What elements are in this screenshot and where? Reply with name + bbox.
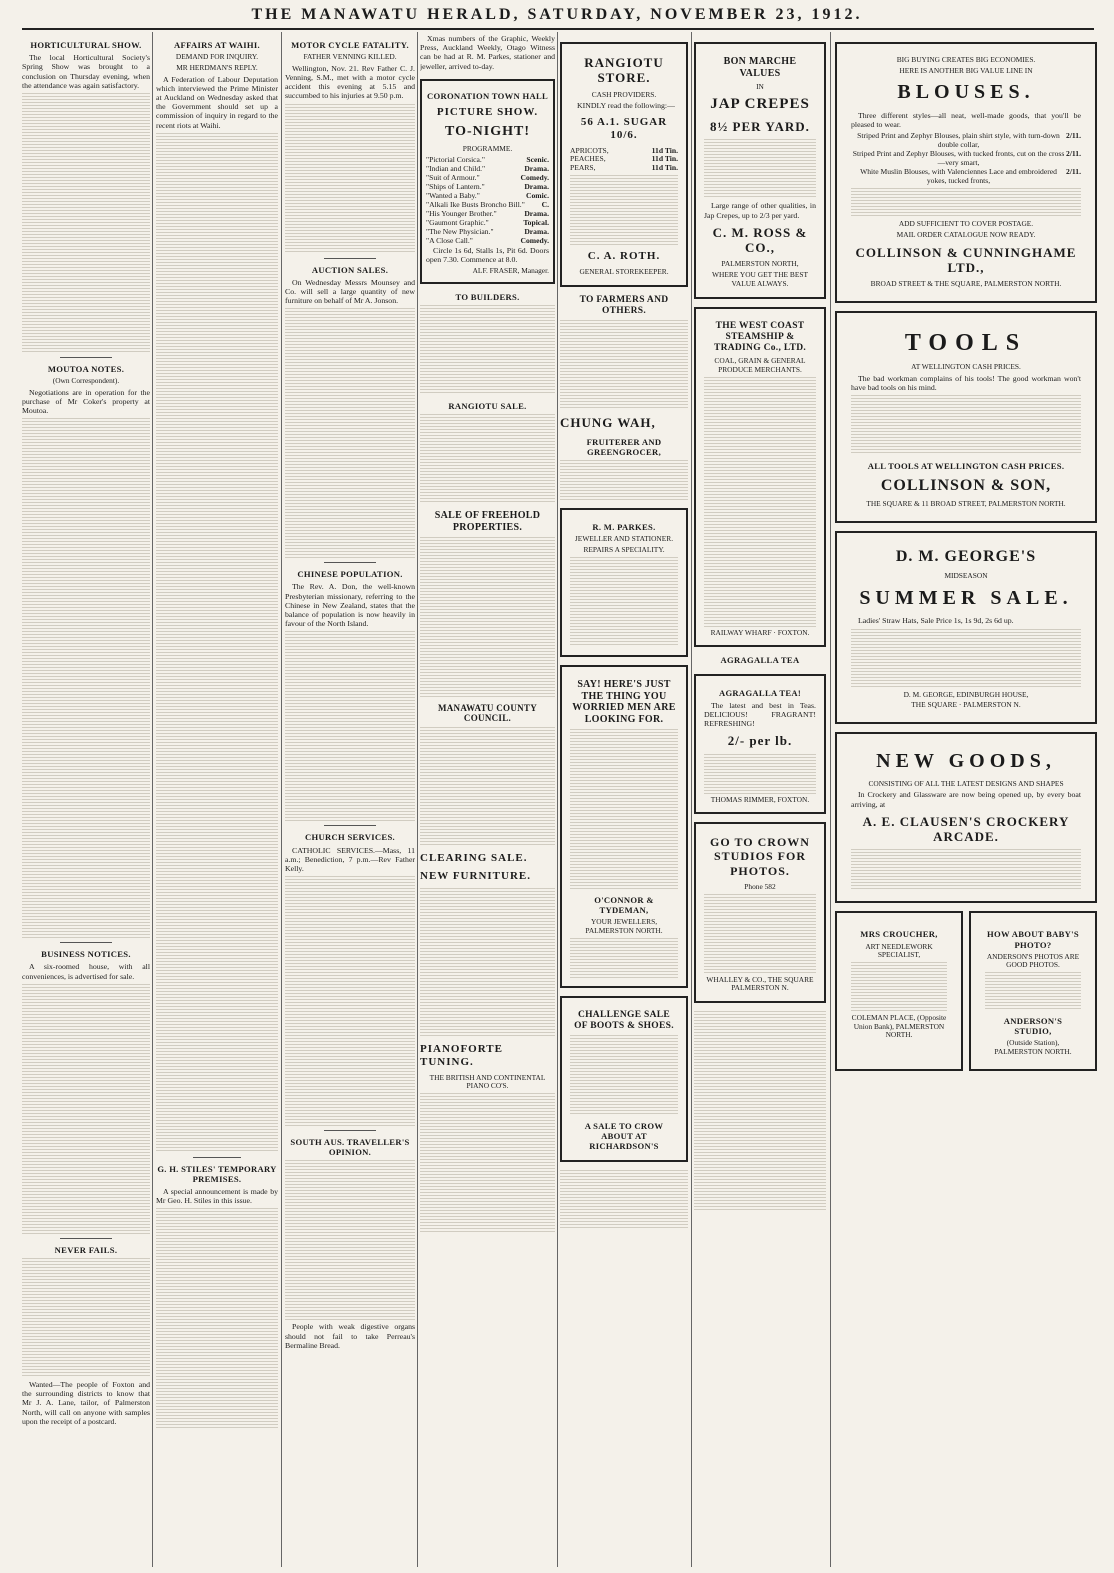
- ad-address: BROAD STREET & THE SQUARE, PALMERSTON NORTH.: [870, 279, 1062, 289]
- ad-address: THE SQUARE · PALMERSTON N.: [911, 700, 1021, 710]
- parkes-ad: [560, 508, 688, 657]
- list-item: [851, 168, 1081, 186]
- article-text: A Federation of Labour Deputation which interviewed the Prime Minister at Auckland on Wednesday asked that the Government should set up a commission of inquiry in regard to the recent riots at Waihi.: [156, 74, 278, 130]
- bottom-ads-row: [835, 911, 1097, 1071]
- new-goods-ad: [835, 732, 1097, 903]
- subheading: FATHER VENNING KILLED.: [303, 52, 397, 62]
- item-description: Striped Print and Zephyr Blouses, with tucked fronts, cut on the cross—very smart,: [852, 149, 1065, 168]
- ad-signature: WHALLEY & CO., THE SQUARE PALMERSTON N.: [706, 974, 814, 993]
- item-price: 11d Tin.: [651, 163, 678, 173]
- jap-crepe-price: 8½ PER YARD.: [710, 119, 810, 135]
- phone-number: Phone 582: [744, 881, 776, 891]
- ad-text: Circle 1s 6d, Stalls 1s, Pit 6d. Doors open 7.30. Commence at 8.0.: [426, 245, 549, 264]
- article-text: A six-roomed house, with all conveniences, is advertised for sale.: [22, 962, 150, 981]
- subheading: DEMAND FOR INQUIRY.: [175, 52, 259, 62]
- ad-subheading: ANDERSON'S PHOTOS ARE GOOD PHOTOS.: [986, 951, 1080, 970]
- anderson-studio-ad: [969, 911, 1097, 1071]
- text-block: [285, 104, 415, 254]
- agragalla-tea-ad: [694, 674, 826, 815]
- column-6: [694, 34, 826, 1564]
- summer-sale-ad: [835, 531, 1097, 724]
- article-heading: SOUTH AUS. TRAVELLER'S OPINION.: [290, 1137, 410, 1158]
- ad-signature: D. M. GEORGE, EDINBURGH HOUSE,: [903, 689, 1029, 699]
- column-divider: [830, 32, 831, 1567]
- ad-heading: FRUITERER AND GREENGROCER,: [586, 436, 662, 457]
- sugar-price: 56 A.1. SUGAR 10/6.: [580, 115, 668, 141]
- list-item: [426, 237, 549, 246]
- programme-title: "Suit of Armour.": [426, 173, 480, 183]
- text-block: [985, 972, 1081, 1010]
- text-block: [851, 849, 1081, 889]
- item-description: Striped Print and Zephyr Blouses, plain shirt style, with turn-down double collar,: [857, 131, 1060, 150]
- ad-address: THE SQUARE & 11 BROAD STREET, PALMERSTON NORTH.: [866, 499, 1066, 509]
- ad-heading: AGRAGALLA TEA!: [718, 687, 802, 698]
- article-heading: BUSINESS NOTICES.: [41, 949, 131, 960]
- ad-signature: C. A. ROTH.: [587, 250, 661, 263]
- text-block: [156, 133, 278, 1153]
- ad-subheading: PROGRAMME.: [462, 144, 513, 154]
- article-heading: NEVER FAILS.: [54, 1244, 118, 1255]
- challenge-sale-ad: [560, 996, 688, 1163]
- column-5: [560, 34, 688, 1564]
- article-text: People with weak digestive organs should not fail to take Perreau's Bermaline Bread.: [285, 1322, 415, 1350]
- separator: [324, 1130, 376, 1131]
- ad-subheading: MIDSEASON: [944, 571, 988, 581]
- ad-heading: TO FARMERS AND OTHERS.: [579, 295, 669, 317]
- separator: [60, 1238, 111, 1239]
- programme-genre: Comedy.: [520, 173, 549, 183]
- text-block: [560, 320, 688, 410]
- article-text: Negotiations are in operation for the purchase of Mr Coker's property at Moutoa.: [22, 387, 150, 416]
- column-divider: [557, 32, 558, 1567]
- programme-genre: Drama.: [524, 226, 549, 236]
- separator: [60, 942, 111, 943]
- item-name: PEACHES,: [570, 154, 606, 164]
- ad-title: CHUNG WAH,: [560, 415, 656, 431]
- programme-title: "Wanted a Baby.": [426, 190, 480, 200]
- article-text: The Rev. A. Don, the well-known Presbyterian missionary, referring to the Chinese in New Zealand, states that the balance of population is now heavily in favour of the North Island.: [285, 582, 415, 629]
- article-heading: AFFAIRS AT WAIHI.: [174, 40, 260, 50]
- list-item: [570, 164, 678, 173]
- text-block: [704, 754, 816, 794]
- text-block: [420, 305, 555, 395]
- item-price: 11d Tin.: [651, 154, 678, 164]
- ad-heading: MANAWATU COUNTY COUNCIL.: [437, 702, 538, 724]
- ad-title: C. M. ROSS & CO.,: [712, 224, 808, 256]
- oconnor-tydeman-ad: [560, 665, 688, 988]
- article-heading: HORTICULTURAL SHOW.: [30, 40, 142, 50]
- column-4: [420, 34, 555, 1564]
- rangiotu-store-ad: [560, 42, 688, 287]
- programme-genre: Comic.: [526, 190, 549, 200]
- ad-text: KINDLY read the following:—: [577, 101, 675, 111]
- text-block: [285, 631, 415, 821]
- ad-subheading: YOUR JEWELLERS, PALMERSTON NORTH.: [585, 917, 663, 935]
- text-block: [420, 414, 555, 504]
- list-item: [851, 132, 1081, 150]
- article-heading: MOUTOA NOTES.: [47, 363, 125, 374]
- tea-price: 2/- per lb.: [727, 733, 793, 749]
- text-block: [704, 894, 816, 974]
- ad-heading: R. M. PARKES.: [592, 522, 656, 533]
- column-divider: [417, 32, 418, 1567]
- ad-heading: CHALLENGE SALE OF BOOTS & SHOES.: [574, 1009, 674, 1031]
- separator: [324, 258, 376, 259]
- text-block: [420, 1093, 555, 1233]
- text-block: [420, 537, 555, 697]
- text-block: [704, 139, 816, 199]
- text-block: [851, 188, 1081, 218]
- ad-firm: COLLINSON & CUNNINGHAME LTD.,: [855, 244, 1077, 275]
- article-heading: G. H. STILES' TEMPORARY PREMISES.: [157, 1163, 277, 1184]
- blouses-ad: [835, 42, 1097, 303]
- programme-title: "A Close Call.": [426, 235, 473, 245]
- ad-heading: RANGIOTU SALE.: [448, 400, 527, 411]
- item-name: APRICOTS,: [570, 145, 609, 155]
- programme-genre: Drama.: [524, 164, 549, 174]
- ad-text: The bad workman complains of his tools! The good workman won't have bad tools on his mind.: [851, 374, 1081, 393]
- west-coast-ad: [694, 307, 826, 648]
- article-heading: CHURCH SERVICES.: [305, 832, 395, 843]
- programme-title: "Gaumont Graphic.": [426, 217, 489, 227]
- ad-text: The latest and best in Teas. DELICIOUS! FRAGRANT! REFRESHING!: [704, 700, 816, 729]
- text-block: [285, 876, 415, 1126]
- ad-address: (Outside Station), PALMERSTON NORTH.: [994, 1038, 1072, 1057]
- ad-subheading: BIG BUYING CREATES BIG ECONOMIES.: [896, 55, 1036, 64]
- programme-title: "His Younger Brother.": [426, 208, 497, 218]
- text-block: [851, 629, 1081, 689]
- ad-title: CLEARING SALE.: [420, 851, 528, 864]
- ad-title: GO TO CROWN STUDIOS FOR PHOTOS.: [710, 835, 810, 878]
- ad-text: Large range of other qualities, in Jap Crepes, up to 2/3 per yard.: [704, 201, 816, 220]
- text-block: [420, 888, 555, 1038]
- ad-signature: THOMAS RIMMER, FOXTON.: [710, 794, 810, 804]
- bon-marche-ad: [694, 42, 826, 299]
- article-heading: MOTOR CYCLE FATALITY.: [291, 40, 409, 50]
- text-block: [570, 557, 678, 647]
- ad-firm: A. E. CLAUSEN'S CROCKERY ARCADE.: [862, 813, 1070, 845]
- text-block: [570, 1035, 678, 1115]
- programme-genre: Scenic.: [526, 155, 549, 165]
- ad-title: SUMMER SALE.: [859, 586, 1073, 609]
- programme-genre: Drama.: [524, 208, 549, 218]
- ad-subheading: REPAIRS A SPECIALITY.: [583, 544, 665, 554]
- column-7: [835, 34, 1097, 1564]
- column-3: [285, 34, 415, 1564]
- separator: [324, 825, 376, 826]
- column-divider: [691, 32, 692, 1567]
- article-heading: CHINESE POPULATION.: [297, 569, 403, 580]
- ad-subheading: HERE IS ANOTHER BIG VALUE LINE IN: [899, 65, 1033, 75]
- text-block: [560, 1170, 688, 1230]
- ad-heading: CORONATION TOWN HALL: [426, 90, 549, 101]
- ad-subheading: RAILWAY WHARF · FOXTON.: [710, 627, 810, 637]
- separator: [193, 1157, 242, 1158]
- ad-title: NEW GOODS,: [876, 750, 1056, 773]
- ad-address: COLEMAN PLACE, (Opposite Union Bank), PALMERSTON NORTH.: [851, 1013, 947, 1040]
- ad-title: NEW FURNITURE.: [420, 869, 531, 882]
- article-text: On Wednesday Messrs Mounsey and Co. will sell a large quantity of new furniture on behalf of Mr A. Jonson.: [285, 277, 415, 306]
- ad-subheading: MAIL ORDER CATALOGUE NOW READY.: [896, 229, 1036, 239]
- list-item: [851, 150, 1081, 168]
- ad-subheading: THE BRITISH AND CONTINENTAL PIANO CO'S.: [429, 1072, 546, 1091]
- article-text: CATHOLIC SERVICES.—Mass, 11 a.m.; Benediction, 7 p.m.—Rev Father Kelly.: [285, 845, 415, 873]
- article-text: The local Horticultural Society's Spring Show was brought to a conclusion on Thursday evening, when the attendance was again satisfactory.: [22, 53, 150, 90]
- article-text: Wellington, Nov. 21. Rev Father C. J. Venning, S.M., met with a motor cycle accident this evening at 5.15 and succumbed to his injuries at 9.50 p.m.: [285, 63, 415, 101]
- programme-genre: C.: [541, 199, 549, 209]
- ad-title: PICTURE SHOW.: [436, 105, 539, 118]
- ad-subheading: GENERAL STOREKEEPER.: [579, 267, 669, 277]
- ad-text: In Crockery and Glassware are now being opened up, by every boat arriving, at: [851, 790, 1081, 809]
- programme-list: [426, 156, 549, 246]
- ad-heading: HOW ABOUT BABY'S PHOTO?: [987, 929, 1079, 950]
- crown-studios-ad: [694, 822, 826, 1003]
- text-block: [22, 984, 150, 1234]
- byline: (Own Correspondent).: [52, 376, 120, 386]
- item-price: 2/11.: [1066, 167, 1081, 177]
- ad-firm: D. M. GEORGE'S: [895, 548, 1037, 566]
- ad-title: RANGIOTU STORE.: [584, 55, 664, 86]
- ad-heading: O'CONNOR & TYDEMAN,: [594, 894, 654, 916]
- programme-title: "The New Physician.": [426, 226, 494, 236]
- text-block: [694, 1011, 826, 1211]
- programme-title: "Ships of Lantern.": [426, 181, 485, 191]
- separator: [60, 357, 111, 358]
- price-list: [851, 132, 1081, 186]
- picture-show-ad: [420, 79, 555, 284]
- ad-title: TO-NIGHT!: [445, 123, 530, 139]
- column-divider: [281, 32, 282, 1567]
- ad-heading: A SALE TO CROW ABOUT AT RICHARDSON'S: [584, 1121, 664, 1152]
- text-block: [22, 93, 150, 353]
- item-price: 11d Tin.: [651, 145, 678, 155]
- item-price: 2/11.: [1066, 149, 1081, 159]
- ad-heading: SALE OF FREEHOLD PROPERTIES.: [434, 510, 541, 533]
- column-divider: [152, 32, 153, 1567]
- text-block: [22, 418, 150, 938]
- ad-text: Ladies' Straw Hats, Sale Price 1s, 1s 9d, 2s 6d up.: [858, 616, 1014, 626]
- ad-subheading: JEWELLER AND STATIONER.: [574, 534, 674, 544]
- text-block: [570, 938, 678, 978]
- ad-heading: THE WEST COAST STEAMSHIP & TRADING Co., LTD.: [713, 320, 807, 353]
- text-block: [851, 395, 1081, 455]
- programme-title: "Indian and Child.": [426, 164, 486, 174]
- ad-heading: BON MARCHE VALUES: [723, 56, 797, 79]
- ad-subheading: CONSISTING OF ALL THE LATEST DESIGNS AND SHAPES: [868, 778, 1064, 788]
- ad-subheading: ADD SUFFICIENT TO COVER POSTAGE.: [898, 219, 1034, 229]
- programme-genre: Topical.: [523, 217, 549, 227]
- programme-title: "Pictorial Corsica.": [426, 155, 485, 165]
- text-block: [851, 962, 947, 1012]
- programme-genre: Drama.: [524, 181, 549, 191]
- article-text: A special announcement is made by Mr Geo. H. Stiles in this issue.: [156, 1187, 278, 1206]
- ad-firm: ANDERSON'S STUDIO,: [1003, 1016, 1063, 1037]
- text-block: [156, 1208, 278, 1428]
- text-block: [285, 308, 415, 558]
- ad-heading: MRS CROUCHER,: [860, 929, 938, 940]
- ad-subheading: AT WELLINGTON CASH PRICES.: [911, 362, 1021, 372]
- text-block: [570, 729, 678, 889]
- masthead-rule: [22, 28, 1094, 30]
- text-block: [560, 460, 688, 500]
- separator: [324, 562, 376, 563]
- ad-title: PIANOFORTE TUNING.: [420, 1042, 503, 1068]
- programme-genre: Comedy.: [520, 235, 549, 245]
- text-block: [420, 727, 555, 847]
- item-name: PEARS,: [570, 163, 596, 173]
- subheading: MR HERDMAN'S REPLY.: [176, 62, 258, 72]
- item-description: White Muslin Blouses, with Valenciennes Lace and embroidered yokes, tucked fronts,: [860, 167, 1057, 186]
- ad-title: BLOUSES.: [897, 81, 1035, 104]
- croucher-ad: [835, 911, 963, 1071]
- ad-firm: COLLINSON & SON,: [880, 476, 1052, 494]
- programme-title: "Alkali Ike Busts Broncho Bill.": [426, 199, 525, 209]
- ad-title: TOOLS: [904, 330, 1028, 357]
- ad-subheading: IN: [756, 81, 764, 91]
- ad-heading: ALL TOOLS AT WELLINGTON CASH PRICES.: [867, 461, 1065, 472]
- ad-subheading: ART NEEDLEWORK SPECIALIST,: [865, 941, 933, 960]
- ad-subheading: WHERE YOU GET THE BEST VALUE ALWAYS.: [712, 270, 808, 288]
- ad-subheading: COAL, GRAIN & GENERAL PRODUCE MERCHANTS.: [714, 356, 806, 374]
- ad-heading: AGRAGALLA TEA: [720, 655, 800, 666]
- text-block: [22, 1258, 150, 1378]
- ad-signature: ALF. FRASER, Manager.: [472, 266, 549, 276]
- ad-subheading: PALMERSTON NORTH,: [721, 259, 799, 269]
- ad-text: Three different styles—all neat, well-made goods, that you'll be pleased to wear.: [851, 111, 1081, 130]
- ad-subheading: CASH PROVIDERS.: [591, 89, 657, 99]
- ad-title: JAP CREPES: [710, 96, 810, 113]
- article-heading: AUCTION SALES.: [311, 264, 389, 275]
- article-text: Wanted—The people of Foxton and the surrounding districts to know that Mr J. A. Lane, tailor, of Palmerston North, will call on anyone with samples upon the receipt of a postcard.: [22, 1379, 150, 1426]
- text-block: [704, 377, 816, 627]
- text-block: [285, 1160, 415, 1320]
- price-list: [570, 147, 678, 174]
- masthead: THE MANAWATU HERALD, SATURDAY, NOVEMBER 23, 1912.: [251, 6, 863, 23]
- article-text: Xmas numbers of the Graphic, Weekly Press, Auckland Weekly, Otago Witness can be had at R. M. Parkes, stationer and jeweller, arrived to-day.: [420, 34, 555, 71]
- item-price: 2/11.: [1066, 131, 1081, 141]
- ad-heading: SAY! HERE'S JUST THE THING YOU WORRIED MEN ARE LOOKING FOR.: [572, 678, 676, 726]
- column-2: [156, 34, 278, 1564]
- column-1: [22, 34, 150, 1564]
- ad-heading: TO BUILDERS.: [455, 291, 520, 302]
- text-block: [570, 175, 678, 245]
- tools-ad: [835, 311, 1097, 523]
